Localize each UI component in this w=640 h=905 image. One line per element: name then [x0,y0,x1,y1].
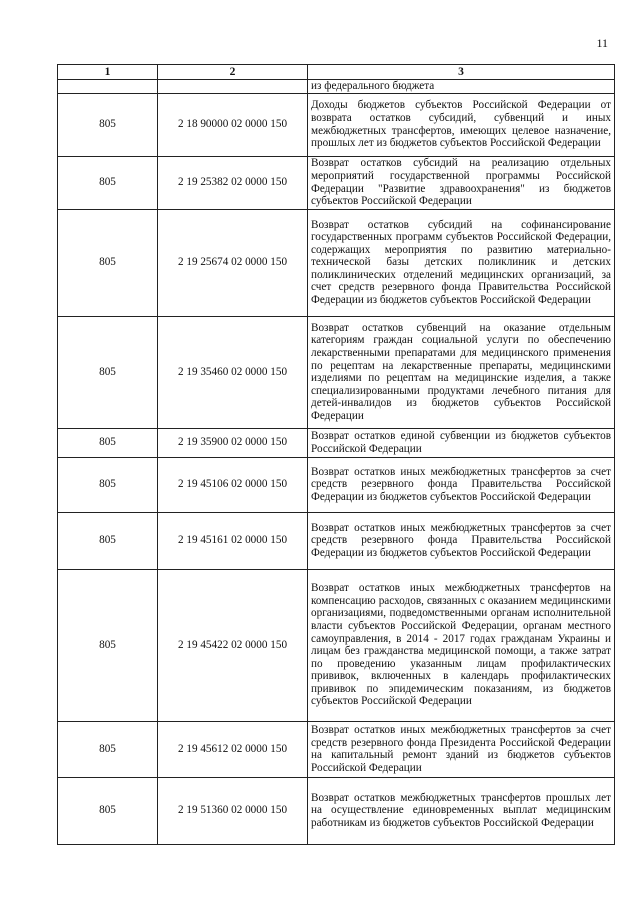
income-name-cell: Возврат остатков субсидий на софинансирование государственных программ субъектов Российской Федерации, содержащих мероприятия по развитию материально-технической базы детских поликлиник и детских поликлинических отделений медицинских организаций, за счет средств резервного фонда Правительства Российской Федерации из бюджетов субъектов Российской Федерации [308,209,615,316]
admin-code-cell: 805 [58,209,158,316]
empty-cell [158,80,308,94]
budget-code-cell: 2 19 51360 02 0000 150 [158,777,308,844]
admin-code-cell: 805 [58,156,158,209]
table-row [58,457,615,512]
admin-code-cell: 805 [58,777,158,844]
budget-code-cell: 2 18 90000 02 0000 150 [158,93,308,156]
continuation-row [58,80,615,94]
table-row [58,721,615,777]
admin-code-cell: 805 [58,316,158,428]
continuation-text: из федерального бюджета [308,80,615,94]
column-header-3: 3 [308,65,615,80]
income-name-cell: Возврат остатков субсидий на реализацию отдельных мероприятий государственной программы Российской Федерации "Развитие здравоохранения" из бюджетов субъектов Российской Федерации [308,156,615,209]
budget-code-cell: 2 19 45422 02 0000 150 [158,569,308,721]
admin-code-cell: 805 [58,512,158,569]
income-name-cell: Возврат остатков иных межбюджетных трансфертов на компенсацию расходов, связанных с оказанием медицинскими организациями, подведомственными органам исполнительной власти субъектов Российской Федерации, органам местного самоуправления, в 2014 - 2017 годах гражданам Украины и лицам без гражданства медицинской помощи, а также затрат по проведению указанным лицам профилактических прививок, включенных в календарь профилактических прививок по эпидемическим показаниям, из бюджетов субъектов Российской Федерации [308,569,615,721]
admin-code-cell: 805 [58,457,158,512]
table-row [58,209,615,316]
table-row [58,777,615,844]
income-name-cell: Возврат остатков иных межбюджетных трансфертов за счет средств резервного фонда Правительства Российской Федерации из бюджетов субъектов Российской Федерации [308,457,615,512]
income-name-cell: Возврат остатков единой субвенции из бюджетов субъектов Российской Федерации [308,428,615,457]
income-name-cell: Возврат остатков субвенций на оказание отдельным категориям граждан социальной услуги по обеспечению лекарственными препаратами для медицинского применения по рецептам на лекарственные препараты, медицинскими изделиями по рецептам на медицинские изделия, а также специализированными продуктами лечебного питания для детей-инвалидов из бюджетов субъектов Российской Федерации [308,316,615,428]
admin-code-cell: 805 [58,428,158,457]
budget-code-cell: 2 19 25382 02 0000 150 [158,156,308,209]
page-number: 11 [596,36,608,50]
table-row [58,569,615,721]
budget-code-cell: 2 19 45161 02 0000 150 [158,512,308,569]
income-name-cell: Возврат остатков иных межбюджетных трансфертов за счет средств резервного фонда Правительства Российской Федерации из бюджетов субъектов Российской Федерации [308,512,615,569]
budget-code-cell: 2 19 35900 02 0000 150 [158,428,308,457]
admin-code-cell: 805 [58,569,158,721]
budget-codes-table [57,64,615,845]
budget-code-cell: 2 19 45612 02 0000 150 [158,721,308,777]
column-header-2: 2 [158,65,308,80]
budget-code-cell: 2 19 45106 02 0000 150 [158,457,308,512]
table-row [58,512,615,569]
column-header-1: 1 [58,65,158,80]
admin-code-cell: 805 [58,93,158,156]
table-row [58,316,615,428]
table-header-row [58,65,615,80]
table-row [58,428,615,457]
admin-code-cell: 805 [58,721,158,777]
table-row [58,93,615,156]
income-name-cell: Возврат остатков межбюджетных трансфертов прошлых лет на осуществление единовременных выплат медицинским работникам из бюджетов субъектов Российской Федерации [308,777,615,844]
budget-code-cell: 2 19 25674 02 0000 150 [158,209,308,316]
empty-cell [58,80,158,94]
income-name-cell: Возврат остатков иных межбюджетных трансфертов за счет средств резервного фонда Президента Российской Федерации на капитальный ремонт зданий из бюджетов субъектов Российской Федерации [308,721,615,777]
table-row [58,156,615,209]
income-name-cell: Доходы бюджетов субъектов Российской Федерации от возврата остатков субсидий, субвенций и иных межбюджетных трансфертов, имеющих целевое назначение, прошлых лет из бюджетов субъектов Российской Федерации [308,93,615,156]
budget-code-cell: 2 19 35460 02 0000 150 [158,316,308,428]
